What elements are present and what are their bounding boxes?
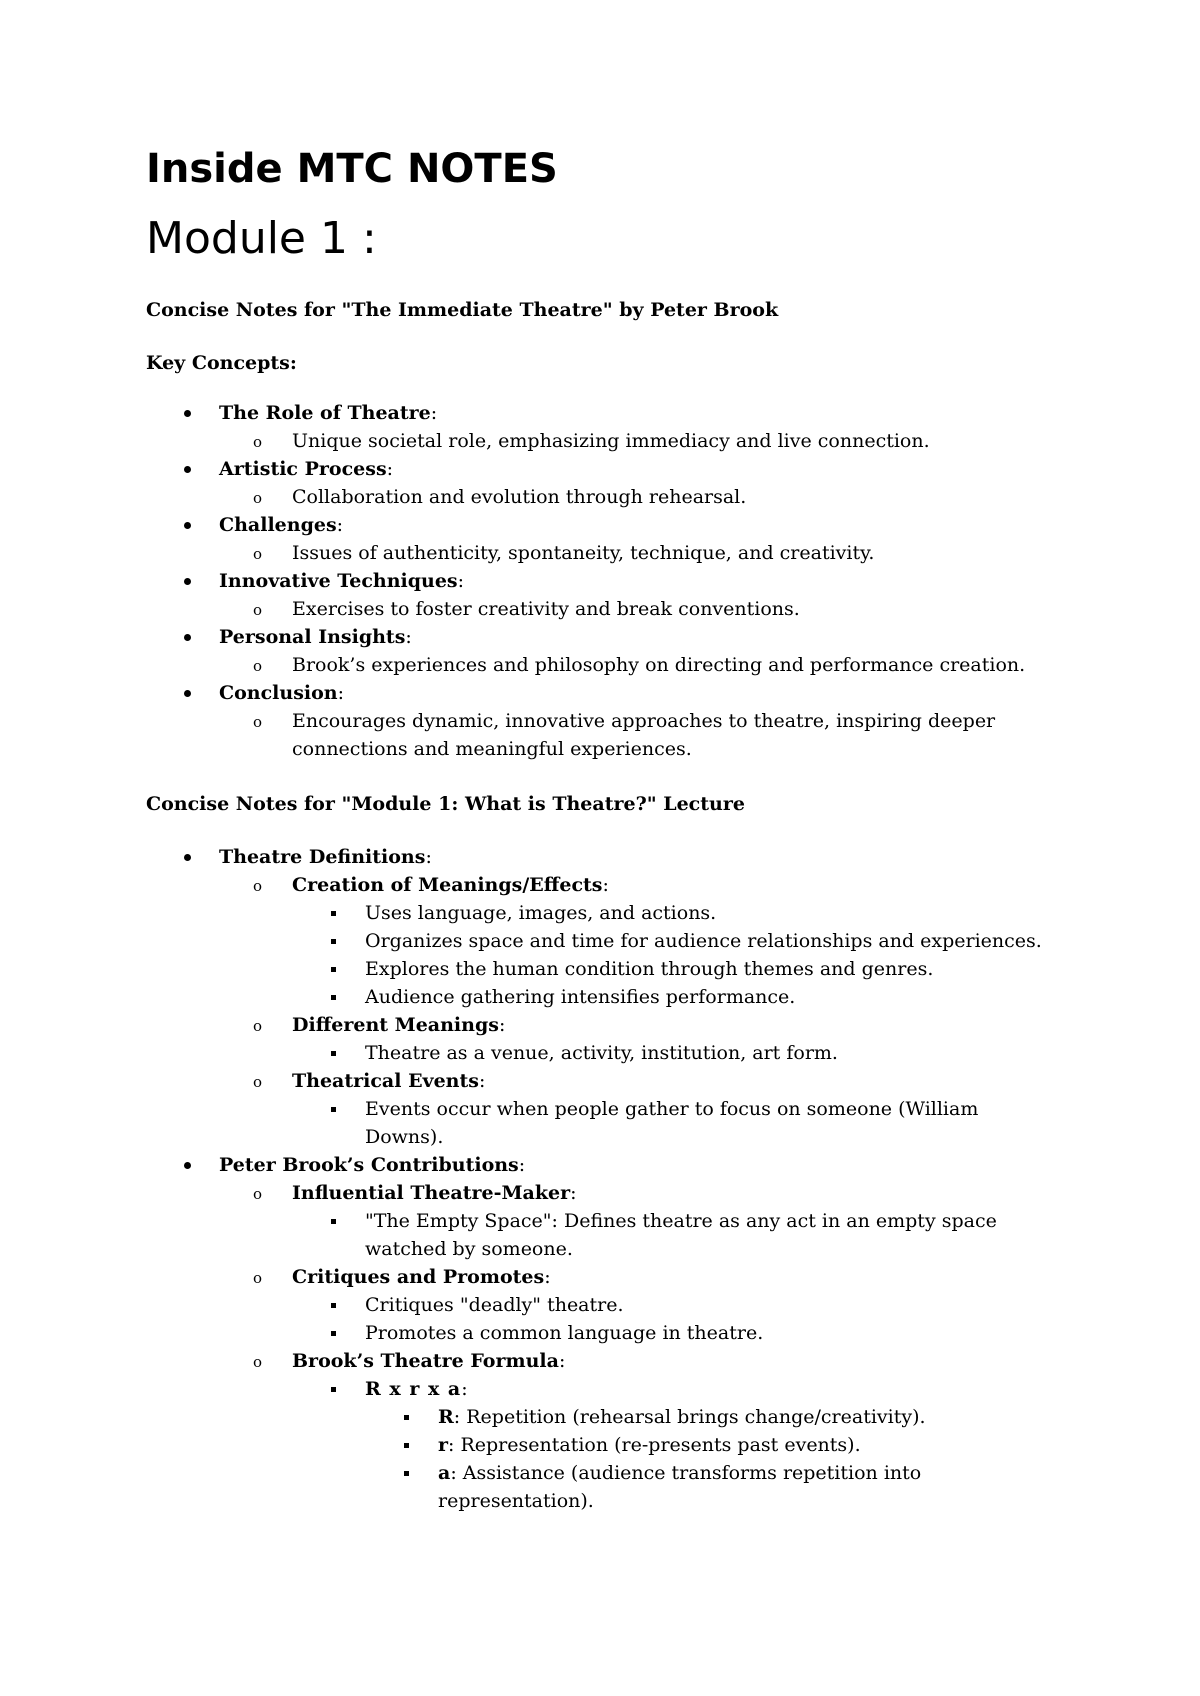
- bullet-icon: [184, 690, 191, 697]
- formula-letter: R: [438, 1406, 454, 1428]
- formula-letter: a: [438, 1462, 451, 1484]
- square-bullet-icon: [404, 1471, 409, 1476]
- detail-text: Critiques "deadly" theatre.: [365, 1294, 624, 1316]
- list-item: [219, 1067, 1066, 1151]
- list-item: [146, 843, 1066, 1151]
- concept-detail: Encourages dynamic, innovative approaches to theatre, inspiring deeper connections and meaningful experiences.: [292, 710, 996, 760]
- circle-bullet-icon: o: [253, 433, 263, 451]
- subtopic-term: Brook’s Theatre Formula: [292, 1350, 559, 1372]
- bullet-icon: [184, 578, 191, 585]
- list-item: [365, 1459, 998, 1515]
- subtopic-term: Critiques and Promotes: [292, 1266, 545, 1288]
- square-bullet-icon: [331, 1387, 336, 1392]
- list-item: [292, 1039, 1066, 1067]
- concept-term: Conclusion: [219, 682, 338, 704]
- colon: :: [336, 514, 344, 536]
- lecture-notes-list: [146, 843, 1066, 1515]
- topic-term: Peter Brook’s Contributions: [219, 1154, 519, 1176]
- list-item: [292, 1291, 1066, 1319]
- square-bullet-icon: [331, 911, 336, 916]
- detail-text: Events occur when people gather to focus on someone (William Downs).: [365, 1098, 979, 1148]
- concept-detail: Brook’s experiences and philosophy on directing and performance creation.: [292, 654, 1026, 676]
- list-item: [219, 1347, 1066, 1515]
- topic-term: Theatre Definitions: [219, 846, 426, 868]
- list-item: [219, 651, 1066, 679]
- colon: :: [498, 1014, 506, 1036]
- colon: :: [518, 1154, 526, 1176]
- list-item: [219, 1011, 1066, 1067]
- colon: :: [425, 846, 432, 868]
- bullet-icon: [184, 1162, 191, 1169]
- list-item: [146, 511, 1066, 567]
- key-concepts-list: [146, 399, 1066, 763]
- list-item: [219, 1263, 1066, 1347]
- bullet-icon: [184, 522, 191, 529]
- detail-text: "The Empty Space": Defines theatre as any act in an empty space watched by someone.: [365, 1210, 997, 1260]
- colon: :: [457, 570, 465, 592]
- colon: :: [430, 402, 438, 424]
- list-item: [219, 539, 1066, 567]
- bullet-icon: [184, 854, 191, 861]
- concept-term: Personal Insights: [219, 626, 406, 648]
- square-bullet-icon: [331, 939, 336, 944]
- subtopic-term: Creation of Meanings/Effects: [292, 874, 603, 896]
- detail-text: Audience gathering intensifies performance.: [365, 986, 796, 1008]
- circle-bullet-icon: o: [253, 601, 263, 619]
- concept-term: Innovative Techniques: [219, 570, 458, 592]
- list-item: [292, 1207, 1045, 1263]
- colon: :: [478, 1070, 486, 1092]
- module-title: Module 1 :: [146, 213, 377, 264]
- list-item: [292, 899, 1066, 927]
- list-item: [365, 1431, 1066, 1459]
- formula-letter: r: [438, 1434, 449, 1456]
- detail-text: Explores the human condition through themes and genres.: [365, 958, 934, 980]
- colon: :: [405, 626, 412, 648]
- circle-bullet-icon: o: [253, 1185, 263, 1203]
- circle-bullet-icon: o: [253, 713, 263, 731]
- square-bullet-icon: [331, 1303, 336, 1308]
- bullet-icon: [184, 410, 191, 417]
- circle-bullet-icon: o: [253, 1269, 263, 1287]
- list-item: [146, 679, 1066, 763]
- list-item: [292, 955, 1066, 983]
- list-item: [292, 1375, 1066, 1515]
- bullet-icon: [184, 634, 191, 641]
- list-item: [292, 1095, 1005, 1151]
- list-item: [292, 927, 1066, 955]
- list-item: [219, 1179, 1066, 1263]
- list-item: [146, 623, 1066, 679]
- square-bullet-icon: [404, 1415, 409, 1420]
- key-concepts-heading: Key Concepts:: [146, 352, 297, 374]
- detail-text: Promotes a common language in theatre.: [365, 1322, 764, 1344]
- subtopic-term: Different Meanings: [292, 1014, 499, 1036]
- circle-bullet-icon: o: [253, 1017, 263, 1035]
- document-body: [146, 296, 1066, 1515]
- list-item: [219, 871, 1066, 1011]
- colon: :: [461, 1378, 468, 1400]
- square-bullet-icon: [331, 1107, 336, 1112]
- square-bullet-icon: [404, 1443, 409, 1448]
- square-bullet-icon: [331, 1051, 336, 1056]
- circle-bullet-icon: o: [253, 1073, 263, 1091]
- bullet-icon: [184, 466, 191, 473]
- colon: :: [602, 874, 609, 896]
- concept-detail: Issues of authenticity, spontaneity, technique, and creativity.: [292, 542, 875, 564]
- formula-text: : Repetition (rehearsal brings change/creativity).: [453, 1406, 926, 1428]
- colon: :: [558, 1350, 566, 1372]
- circle-bullet-icon: o: [253, 877, 263, 895]
- concept-detail: Collaboration and evolution through rehearsal.: [292, 486, 747, 508]
- circle-bullet-icon: o: [253, 1353, 263, 1371]
- list-item: [219, 427, 1066, 455]
- list-item: [146, 455, 1066, 511]
- square-bullet-icon: [331, 1219, 336, 1224]
- circle-bullet-icon: o: [253, 489, 263, 507]
- list-item: [146, 567, 1066, 623]
- section2-heading: Concise Notes for "Module 1: What is Theatre?" Lecture: [146, 793, 745, 815]
- concept-detail: Exercises to foster creativity and break conventions.: [292, 598, 800, 620]
- concept-detail: Unique societal role, emphasizing immediacy and live connection.: [292, 430, 930, 452]
- list-item: [219, 483, 1066, 511]
- concept-term: Challenges: [219, 514, 337, 536]
- detail-text: Theatre as a venue, activity, institution, art form.: [365, 1042, 838, 1064]
- list-item: [365, 1403, 1066, 1431]
- colon: :: [544, 1266, 551, 1288]
- section1-heading: Concise Notes for "The Immediate Theatre" by Peter Brook: [146, 299, 779, 321]
- subtopic-term: Influential Theatre-Maker: [292, 1182, 571, 1204]
- concept-term: The Role of Theatre: [219, 402, 431, 424]
- colon: :: [337, 682, 345, 704]
- circle-bullet-icon: o: [253, 545, 263, 563]
- subtopic-term: Theatrical Events: [292, 1070, 479, 1092]
- colon: :: [570, 1182, 577, 1204]
- colon: :: [386, 458, 394, 480]
- document-title: Inside MTC NOTES: [146, 146, 558, 192]
- list-item: [292, 1319, 1066, 1347]
- detail-text: Uses language, images, and actions.: [365, 902, 717, 924]
- square-bullet-icon: [331, 1331, 336, 1336]
- list-item: [146, 1151, 1066, 1515]
- formula-text: : Representation (re-presents past events).: [448, 1434, 861, 1456]
- formula-term: R x r x a: [365, 1378, 462, 1400]
- square-bullet-icon: [331, 967, 336, 972]
- list-item: [146, 399, 1066, 455]
- list-item: [219, 707, 1022, 763]
- square-bullet-icon: [331, 995, 336, 1000]
- detail-text: Organizes space and time for audience relationships and experiences.: [365, 930, 1042, 952]
- concept-term: Artistic Process: [219, 458, 387, 480]
- list-item: [219, 595, 1066, 623]
- circle-bullet-icon: o: [253, 657, 263, 675]
- formula-text: : Assistance (audience transforms repetition into representation).: [438, 1462, 922, 1512]
- list-item: [292, 983, 1066, 1011]
